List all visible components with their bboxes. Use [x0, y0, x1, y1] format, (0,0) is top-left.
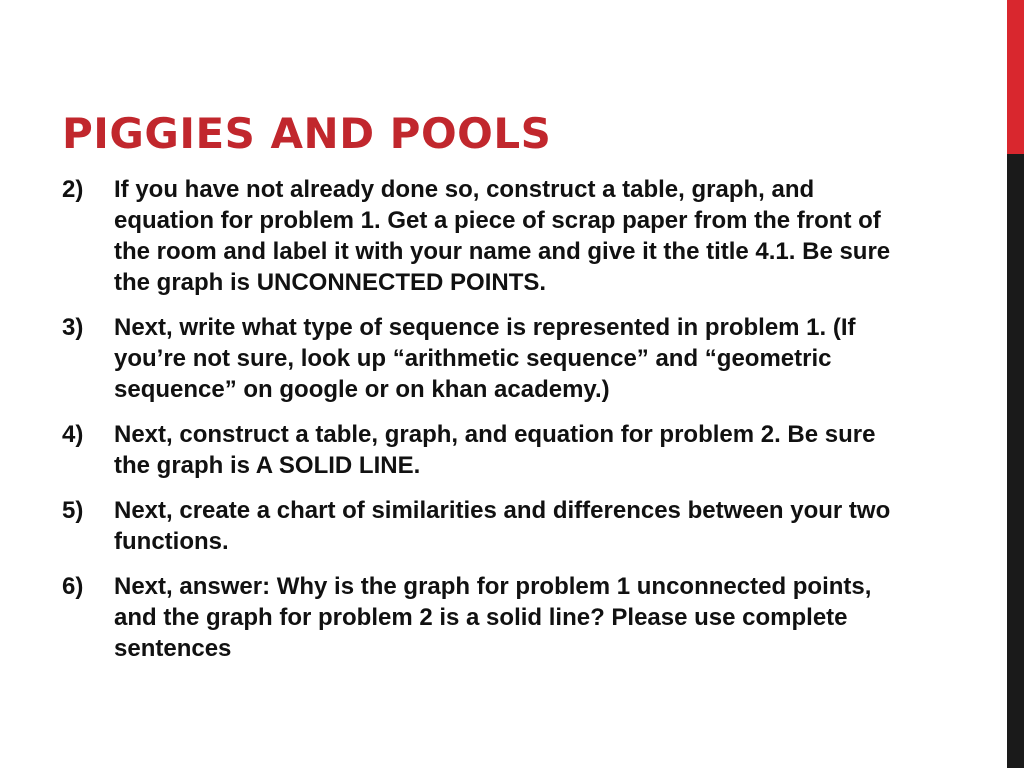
- item-text: Next, create a chart of similarities and differences between your two functions.: [114, 497, 891, 555]
- list-item: [62, 571, 912, 664]
- item-text: If you have not already done so, construct a table, graph, and equation for problem 1. Get a piece of scrap paper from the front of the room and label it with your name and give it the title 4.1. Be sure the graph is UNCONNECTED POINTS.: [114, 176, 891, 296]
- item-number: 3): [62, 314, 84, 341]
- item-text: Next, write what type of sequence is represented in problem 1. (If you’re not sure, look up “arithmetic sequence” and “geometric sequence” on google or on khan academy.): [114, 314, 856, 403]
- item-number: 5): [62, 497, 84, 524]
- item-number: 6): [62, 573, 84, 600]
- item-number: 2): [62, 176, 84, 203]
- instruction-list: [62, 174, 912, 678]
- slide-title: PIGGIES AND POOLS: [62, 109, 552, 158]
- item-text: Next, answer: Why is the graph for problem 1 unconnected points, and the graph for problem 2 is a solid line? Please use complete sentences: [114, 573, 872, 662]
- list-item: [62, 419, 912, 481]
- item-text: Next, construct a table, graph, and equation for problem 2. Be sure the graph is A SOLID LINE.: [114, 421, 876, 479]
- list-item: [62, 312, 912, 405]
- item-number: 4): [62, 421, 84, 448]
- list-item: [62, 174, 912, 298]
- side-accent-bar-dark: [1007, 154, 1024, 768]
- side-accent-bar-red: [1007, 0, 1024, 154]
- list-item: [62, 495, 912, 557]
